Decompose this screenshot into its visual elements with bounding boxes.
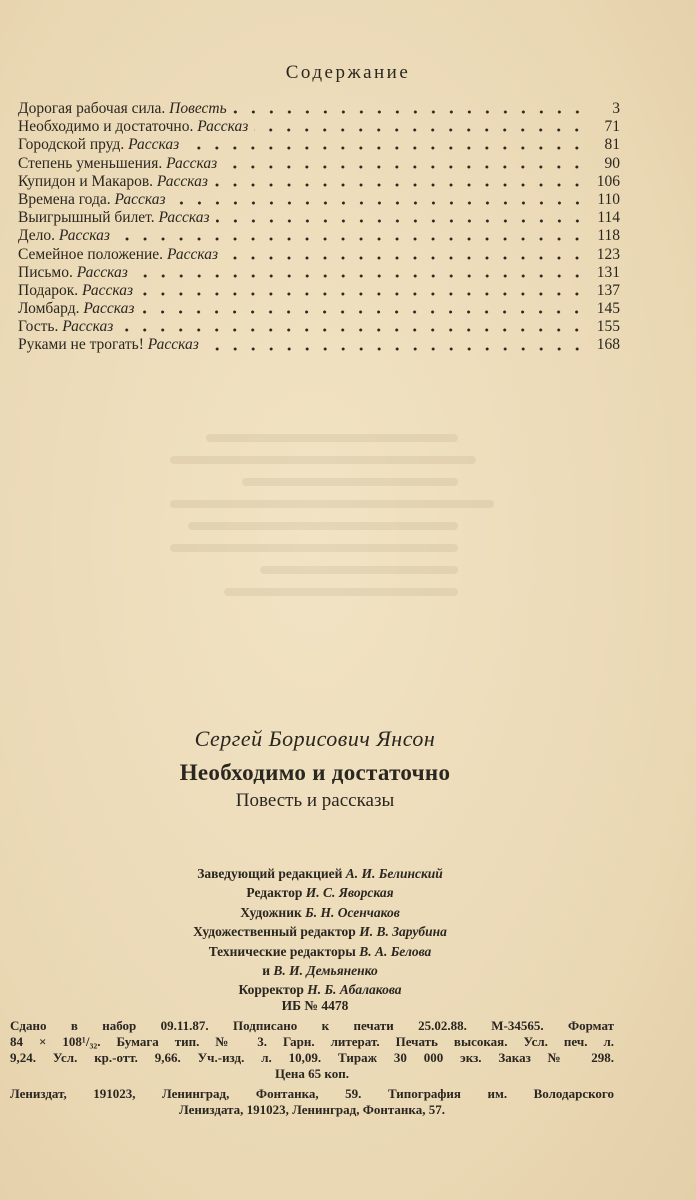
imprint-line: Сдано в набор 09.11.87. Подписано к печати 25.02.88. М-34565. Формат — [10, 1018, 614, 1033]
toc-page-number: 71 — [604, 118, 620, 136]
toc-page-number: 3 — [612, 100, 620, 117]
toc-page-number: 168 — [596, 336, 620, 354]
toc-row — [18, 100, 620, 118]
ib-number: ИБ № 4478 — [281, 998, 349, 1013]
publisher-line: Лениздата, 191023, Ленинград, Фонтанка, 57. — [179, 1102, 445, 1117]
toc-entry: Купидон и Макаров. Рассказ — [18, 172, 208, 190]
toc-page-number: 114 — [597, 209, 620, 227]
toc-row — [18, 300, 620, 318]
table-of-contents — [18, 100, 620, 355]
toc-row — [18, 173, 620, 191]
toc-page-number: 131 — [596, 263, 620, 281]
toc-entry: Руками не трогать! Рассказ — [18, 336, 199, 354]
leader-dots — [233, 110, 586, 114]
publisher-info — [10, 1086, 614, 1118]
toc-page-number: 106 — [596, 172, 620, 190]
toc-page-number: 137 — [596, 281, 620, 299]
toc-page-number: 123 — [596, 245, 620, 263]
toc-row — [18, 155, 620, 173]
book-subtitle: Повесть и рассказы — [235, 790, 395, 811]
credits — [0, 864, 640, 1000]
leader-dots — [205, 347, 586, 351]
leader-dots — [134, 274, 586, 278]
toc-row — [18, 246, 620, 264]
leader-dots — [140, 310, 586, 314]
leader-dots — [224, 256, 586, 260]
credit-line: Художественный редактор И. В. Зарубина — [193, 924, 447, 940]
credit-line: Заведующий редакцией А. И. Белинский — [197, 866, 443, 881]
toc-entry: Выигрышный билет. Рассказ — [18, 209, 210, 227]
toc-entry: Гость. Рассказ — [18, 318, 114, 336]
toc-entry: Дорогая рабочая сила. Повесть — [18, 100, 227, 117]
toc-row — [18, 209, 620, 227]
imprint-line: 84 × 108¹/₃₂. Бумага тип. № 3. Гарн. литерат. Печать высокая. Усл. печ. л. — [10, 1034, 614, 1049]
toc-page-number: 90 — [604, 154, 620, 172]
toc-page-number: 145 — [596, 300, 620, 318]
toc-page-number: 110 — [597, 190, 620, 208]
toc-entry: Письмо. Рассказ — [18, 263, 128, 281]
publisher-line: Лениздат, 191023, Ленинград, Фонтанка, 59. Типография им. Володарского — [10, 1086, 614, 1101]
toc-entry: Дело. Рассказ — [18, 227, 110, 245]
toc-entry: Времена года. Рассказ — [18, 190, 166, 208]
toc-title: Содержание — [285, 62, 411, 83]
leader-dots — [119, 328, 586, 332]
toc-entry: Городской пруд. Рассказ — [18, 136, 180, 154]
credit-line: Художник Б. Н. Осенчаков — [240, 904, 400, 920]
toc-row — [18, 282, 620, 300]
leader-dots — [254, 128, 586, 132]
toc-row — [18, 118, 620, 136]
show-through-text — [170, 420, 530, 680]
price: Цена 65 коп. — [275, 1066, 349, 1081]
imprint — [10, 1018, 614, 1082]
leader-dots — [139, 292, 586, 296]
toc-row — [18, 264, 620, 282]
toc-row — [18, 318, 620, 336]
credit-line: Редактор И. С. Яворская — [246, 885, 394, 901]
book-title: Необходимо и достаточно — [179, 760, 451, 785]
toc-entry: Ломбард. Рассказ — [18, 300, 135, 318]
toc-entry: Семейное положение. Рассказ — [18, 245, 218, 263]
leader-dots — [172, 201, 586, 205]
author-name: Сергей Борисович Янсон — [194, 726, 436, 751]
toc-entry: Степень уменьшения. Рассказ — [18, 154, 218, 172]
credit-line: Технические редакторы В. А. Белова — [208, 943, 432, 959]
toc-row — [18, 191, 620, 209]
leader-dots — [214, 183, 586, 187]
credit-line: Корректор Н. Б. Абалакова — [238, 982, 402, 998]
leader-dots — [116, 237, 586, 241]
leader-dots — [216, 219, 586, 223]
leader-dots — [223, 165, 586, 169]
leader-dots — [185, 146, 586, 150]
toc-page-number: 81 — [604, 136, 620, 154]
toc-page-number: 118 — [597, 227, 620, 245]
toc-row — [18, 336, 620, 354]
toc-row — [18, 227, 620, 245]
toc-page-number: 155 — [596, 318, 620, 336]
toc-row — [18, 136, 620, 154]
imprint-line: 9,24. Усл. кр.-отт. 9,66. Уч.-изд. л. 10,09. Тираж 30 000 экз. Заказ № 298. — [10, 1050, 614, 1065]
toc-entry: Необходимо и достаточно. Рассказ — [18, 118, 249, 136]
credit-line: и В. И. Демьяненко — [262, 962, 378, 978]
toc-entry: Подарок. Рассказ — [18, 281, 134, 299]
